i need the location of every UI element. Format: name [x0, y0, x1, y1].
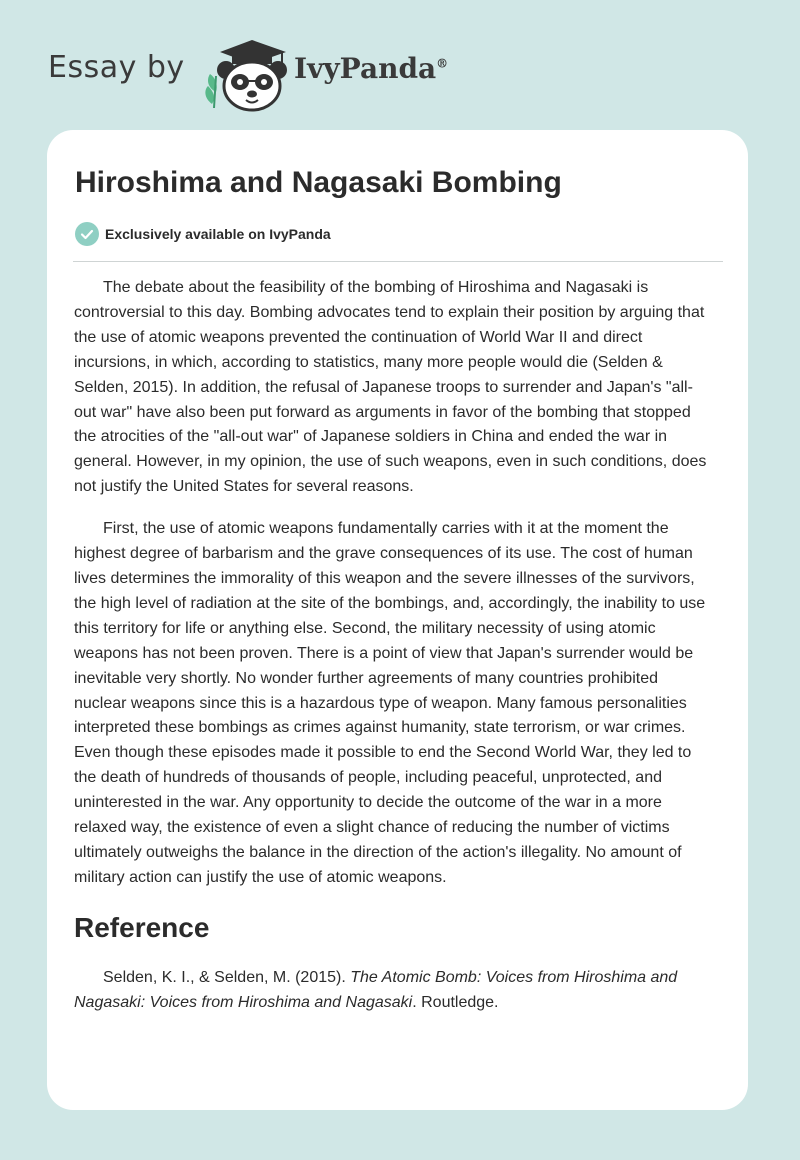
essay-paragraph: First, the use of atomic weapons fundamentally carries with it at the moment the highest degree of barbarism and the grave consequences of its use. The cost of human lives determines the immorality of this weapon and the severe illnesses of the survivors, the high level of radiation at the site of the bombings, and, accordingly, the inability to use this territory for life or anything else. Second, the military necessity of using atomic weapons has not been proven. There is a point of view that Japan's surrender would be inevitable very shortly. No wonder further agreements of many countries prohibited nuclear weapons since this is a hazardous type of weapon. Many famous personalities interpreted these bombings as crimes against humanity, state terrorism, or war crimes. Even though these episodes made it possible to end the Second World War, they led to the death of hundreds of thousands of people, including peaceful, unprotected, and uninterested in the war. Any opportunity to decide the outcome of the war in a more relaxed way, the existence of even a slight chance of reducing the number of victims ultimately outweighs the balance in the direction of the action's illegality. No amount of military action can justify the use of atomic weapons. [74, 520, 706, 886]
reference-publisher: . Routledge. [412, 993, 499, 1011]
ivypanda-logo-icon[interactable] [202, 36, 290, 112]
registered-mark: ® [436, 56, 449, 71]
essay-title: Hiroshima and Nagasaki Bombing [75, 166, 562, 199]
brand-name-text: IvyPanda [294, 52, 437, 85]
reference-heading: Reference [74, 911, 210, 943]
check-circle-icon [75, 222, 99, 246]
brand-header [48, 34, 508, 114]
reference-book-title: The Atomic Bomb: Voices from Hiroshima and Nagasaki: Voices from Hiroshima and Nagasaki [74, 968, 678, 1011]
essay-card [47, 130, 748, 1110]
exclusive-badge [75, 222, 331, 246]
exclusive-badge-text: Exclusively available on IvyPanda [105, 226, 331, 242]
brand-name[interactable] [294, 52, 448, 85]
essay-by-label: Essay by [48, 50, 185, 85]
title-divider [73, 261, 723, 262]
reference-entry [74, 965, 714, 1015]
reference-authors: Selden, K. I., & Selden, M. (2015). [103, 968, 351, 986]
essay-paragraph: The debate about the feasibility of the bombing of Hiroshima and Nagasaki is controversial to this day. Bombing advocates tend to explain their position by arguing that the use of atomic weapons prevented the continuation of World War II and direct incursions, in which, according to statistics, many more people would die (Selden & Selden, 2015). In addition, the refusal of Japanese troops to surrender and Japan's "all-out war" have also been put forward as arguments in favor of the bombing that stopped the atrocities of the "all-out war" of Japanese soldiers in China and ended the war in general. However, in my opinion, the use of such weapons, even in such conditions, does not justify the United States for several reasons. [74, 279, 707, 496]
essay-body [74, 276, 714, 1015]
